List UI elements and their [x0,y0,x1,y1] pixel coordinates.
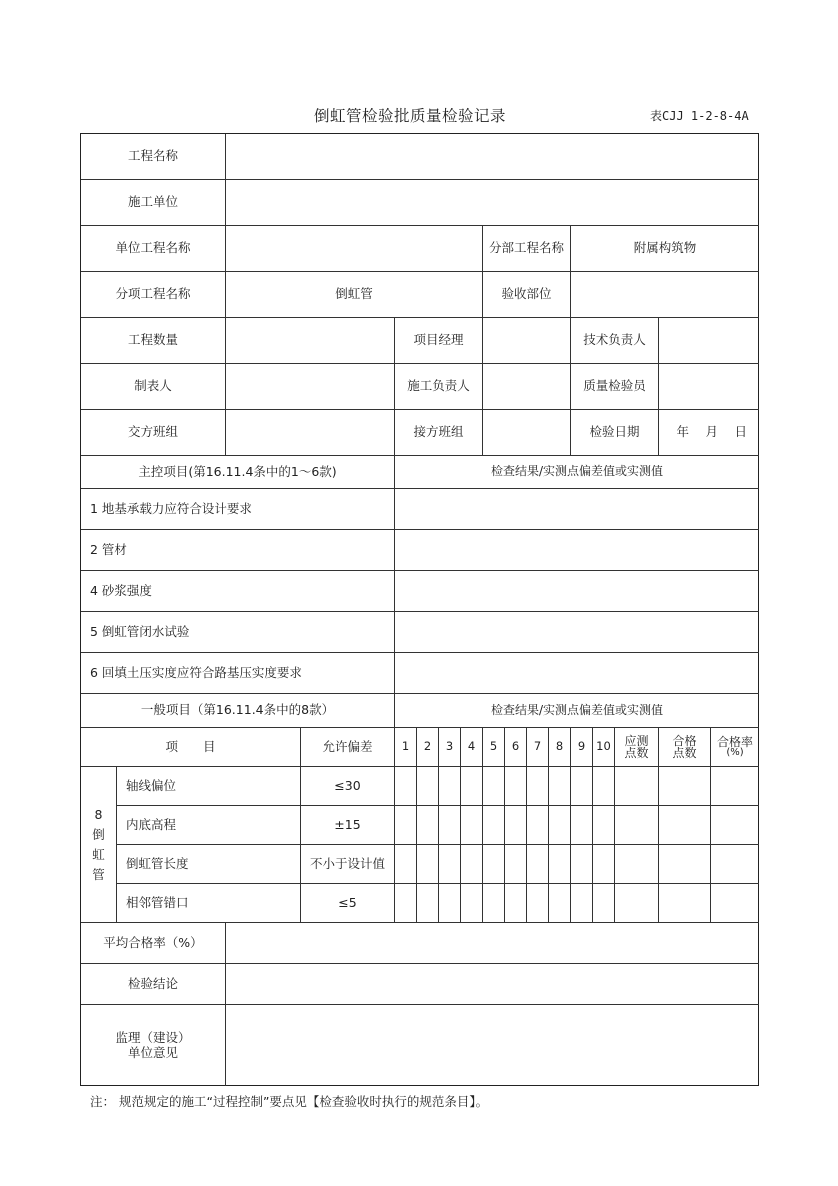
inspection-record-table [80,133,759,1086]
main-control-item: 4 砂浆强度 [81,571,395,612]
general-item-tolerance: 不小于设计值 [301,845,395,884]
project-manager-label: 项目经理 [395,318,483,364]
construction-unit-field[interactable] [226,180,759,226]
main-control-result-field[interactable] [395,571,759,612]
general-item-name: 内底高程 [117,806,301,845]
group-label-char: 虹 [92,846,105,862]
measurement-point-field[interactable] [527,845,549,884]
point-number-header: 9 [571,728,593,767]
project-name-label: 工程名称 [81,134,226,180]
group-label-char: 管 [92,866,105,882]
measurement-point-field[interactable] [483,767,505,806]
inspection-date-label: 检验日期 [571,410,659,456]
main-control-header: 主控项目(第16.11.4条中的1～6款) [81,456,395,489]
measurement-point-field[interactable] [395,845,417,884]
main-control-result-field[interactable] [395,489,759,530]
avg-rate-label: 平均合格率（%） [81,923,226,964]
measurement-point-field[interactable] [571,767,593,806]
qualified-count-field[interactable] [659,767,711,806]
point-number-header: 3 [439,728,461,767]
main-control-result-field[interactable] [395,612,759,653]
measurement-point-field[interactable] [461,845,483,884]
quality-inspector-field[interactable] [659,364,759,410]
col-tolerance-header: 允许偏差 [301,728,395,767]
measurement-point-field[interactable] [593,884,615,923]
measurement-point-field[interactable] [461,806,483,845]
handover-team-label: 交方班组 [81,410,226,456]
measurement-point-field[interactable] [483,845,505,884]
project-name-field[interactable] [226,134,759,180]
qualified-count-field[interactable] [659,884,711,923]
measurement-point-field[interactable] [439,845,461,884]
col-rate-line2: (%) [726,747,744,758]
tech-lead-field[interactable] [659,318,759,364]
point-number-header: 7 [527,728,549,767]
measurement-point-field[interactable] [417,767,439,806]
general-item-tolerance: ±15 [301,806,395,845]
supervision-label-line1: 监理（建设） [115,1030,191,1046]
measurement-point-field[interactable] [527,884,549,923]
tabulator-label: 制表人 [81,364,226,410]
measurement-point-field[interactable] [461,884,483,923]
pass-rate-field[interactable] [711,806,759,845]
main-control-result-header: 检查结果/实测点偏差值或实测值 [395,456,759,489]
col-should-measure-line2: 点数 [624,746,649,760]
general-result-header: 检查结果/实测点偏差值或实测值 [395,694,759,728]
division-project-label: 分部工程名称 [483,226,571,272]
point-number-header: 8 [549,728,571,767]
measurement-point-field[interactable] [439,806,461,845]
measurement-point-field[interactable] [593,806,615,845]
main-control-result-field[interactable] [395,653,759,694]
col-rate-header [711,728,759,767]
measurement-point-field[interactable] [527,806,549,845]
main-control-item: 5 倒虹管闭水试验 [81,612,395,653]
col-qualified-header [659,728,711,767]
main-control-item: 1 地基承载力应符合设计要求 [81,489,395,530]
point-number-header: 5 [483,728,505,767]
supervision-label [81,1005,226,1086]
measurement-point-field[interactable] [395,806,417,845]
main-control-item: 6 回填土压实度应符合路基压实度要求 [81,653,395,694]
measurement-point-field[interactable] [505,767,527,806]
measurement-point-field[interactable] [593,767,615,806]
col-qualified-line1: 合格 [672,734,697,748]
unit-project-field[interactable] [226,226,483,272]
group-label-inverted-siphon [81,767,117,923]
measurement-point-field[interactable] [417,806,439,845]
should-measure-count-field[interactable] [615,845,659,884]
measurement-point-field[interactable] [395,884,417,923]
general-item-name: 倒虹管长度 [117,845,301,884]
point-number-header: 2 [417,728,439,767]
sub-item-field[interactable]: 倒虹管 [226,272,483,318]
main-control-result-field[interactable] [395,530,759,571]
col-item-header: 项 目 [81,728,301,767]
project-manager-field[interactable] [483,318,571,364]
tech-lead-label: 技术负责人 [571,318,659,364]
measurement-point-field[interactable] [549,884,571,923]
footnote: 注： 规范规定的施工“过程控制”要点见【检查验收时执行的规范条目】。 [90,1094,489,1109]
page-title: 倒虹管检验批质量检验记录 [314,107,507,125]
col-qualified-line2: 点数 [672,746,697,760]
should-measure-count-field[interactable] [615,767,659,806]
point-number-header: 10 [593,728,615,767]
measurement-point-field[interactable] [549,767,571,806]
measurement-point-field[interactable] [505,806,527,845]
quantity-field[interactable] [226,318,395,364]
measurement-point-field[interactable] [439,884,461,923]
measurement-point-field[interactable] [417,845,439,884]
col-should-measure-line1: 应测 [624,734,649,748]
general-item-tolerance: ≤30 [301,767,395,806]
measurement-point-field[interactable] [483,884,505,923]
acceptance-part-label: 验收部位 [483,272,571,318]
measurement-point-field[interactable] [395,767,417,806]
group-label-char: 倒 [92,826,105,842]
pass-rate-field[interactable] [711,884,759,923]
division-project-field[interactable]: 附属构筑物 [571,226,759,272]
point-number-header: 4 [461,728,483,767]
measurement-point-field[interactable] [549,806,571,845]
acceptance-part-field[interactable] [571,272,759,318]
measurement-point-field[interactable] [571,806,593,845]
avg-rate-field[interactable] [226,923,759,964]
construction-lead-field[interactable] [483,364,571,410]
measurement-point-field[interactable] [549,845,571,884]
measurement-point-field[interactable] [505,884,527,923]
col-should-measure-header [615,728,659,767]
quantity-label: 工程数量 [81,318,226,364]
measurement-point-field[interactable] [593,845,615,884]
main-control-item: 2 管材 [81,530,395,571]
measurement-point-field[interactable] [461,767,483,806]
should-measure-count-field[interactable] [615,806,659,845]
unit-project-label: 单位工程名称 [81,226,226,272]
supervision-opinion-field[interactable] [226,1005,759,1086]
qualified-count-field[interactable] [659,845,711,884]
construction-lead-label: 施工负责人 [395,364,483,410]
point-number-header: 1 [395,728,417,767]
quality-inspector-label: 质量检验员 [571,364,659,410]
general-item-name: 轴线偏位 [117,767,301,806]
measurement-point-field[interactable] [483,806,505,845]
measurement-point-field[interactable] [571,845,593,884]
general-item-tolerance: ≤5 [301,884,395,923]
measurement-point-field[interactable] [505,845,527,884]
col-rate-line1: 合格率 [716,735,753,749]
measurement-point-field[interactable] [571,884,593,923]
handover-team-field[interactable] [226,410,395,456]
qualified-count-field[interactable] [659,806,711,845]
point-number-header: 6 [505,728,527,767]
conclusion-label: 检验结论 [81,964,226,1005]
general-item-name: 相邻管错口 [117,884,301,923]
measurement-point-field[interactable] [417,884,439,923]
receiving-team-label: 接方班组 [395,410,483,456]
pass-rate-field[interactable] [711,845,759,884]
form-code: 表CJJ 1-2-8-4A [650,109,749,123]
pass-rate-field[interactable] [711,767,759,806]
general-header: 一般项目（第16.11.4条中的8款） [81,694,395,728]
sub-item-label: 分项工程名称 [81,272,226,318]
should-measure-count-field[interactable] [615,884,659,923]
inspection-date-field[interactable]: 年 月 日 [659,410,759,456]
construction-unit-label: 施工单位 [81,180,226,226]
group-label-char: 8 [94,806,103,822]
tabulator-field[interactable] [226,364,395,410]
conclusion-field[interactable] [226,964,759,1005]
measurement-point-field[interactable] [527,767,549,806]
measurement-point-field[interactable] [439,767,461,806]
supervision-label-line2: 单位意见 [127,1044,178,1060]
receiving-team-field[interactable] [483,410,571,456]
